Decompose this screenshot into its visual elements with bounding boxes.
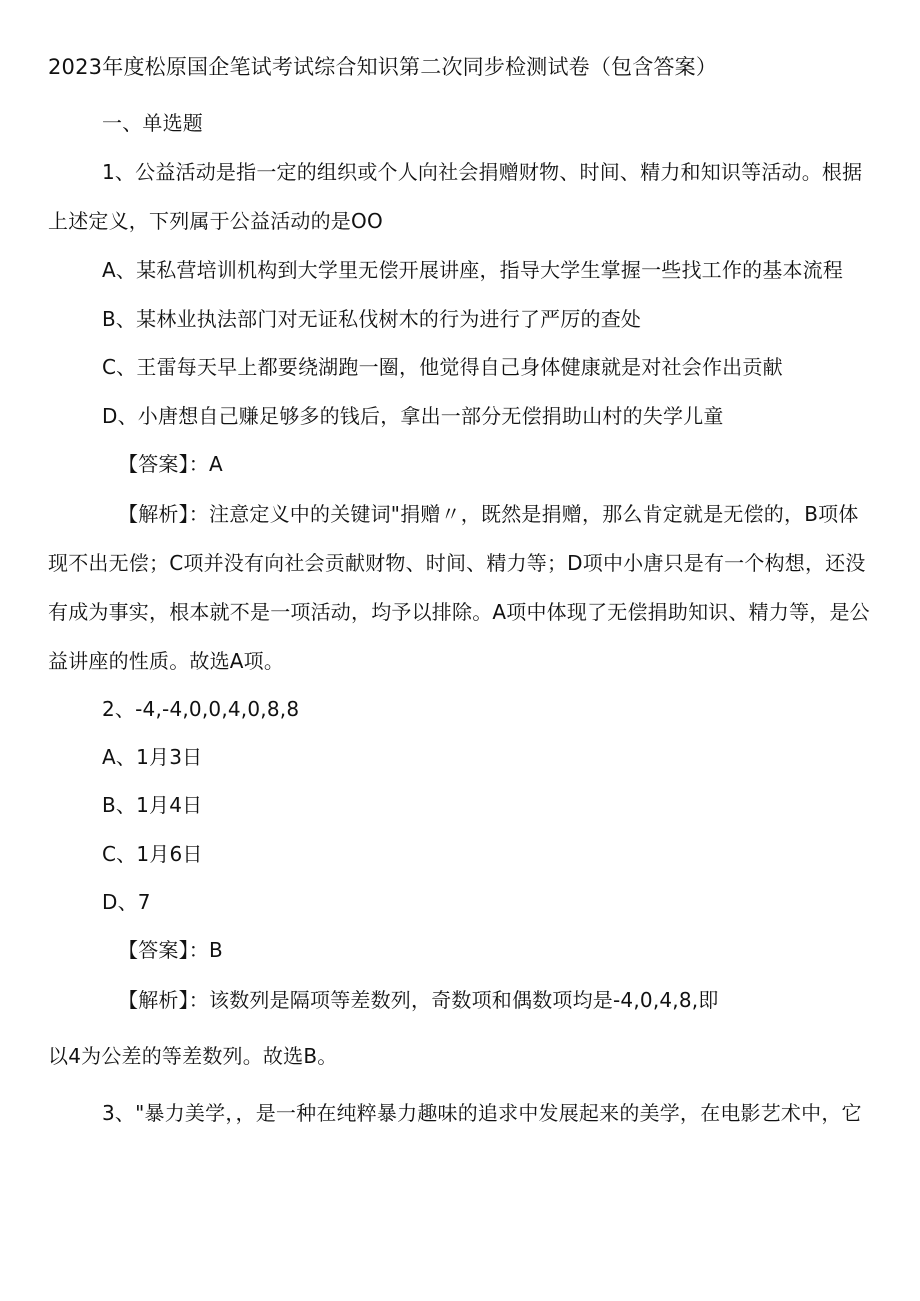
- q2-option-c: C、1月6日: [102, 842, 203, 866]
- q1-stem-line-1: 1、公益活动是指一定的组织或个人向社会捐赠财物、时间、精力和知识等活动。根据: [102, 160, 863, 184]
- q1-analysis-line-2: 现不出无偿；C项并没有向社会贡献财物、时间、精力等；D项中小唐只是有一个构想，还没: [48, 551, 866, 575]
- q1-analysis-line-3: 有成为事实，根本就不是一项活动，均予以排除。A项中体现了无偿捐助知识、精力等，是公: [48, 600, 870, 624]
- q1-option-c: C、王雷每天早上都要绕湖跑一圈，他觉得自己身体健康就是对社会作出贡献: [102, 355, 783, 379]
- q2-option-a: A、1月3日: [102, 745, 203, 769]
- q2-analysis-line-2: 以4为公差的等差数列。故选B。: [48, 1044, 338, 1068]
- q1-option-a: A、某私营培训机构到大学里无偿开展讲座，指导大学生掌握一些找工作的基本流程: [102, 258, 844, 282]
- q1-analysis-line-4: 益讲座的性质。故选A项。: [48, 649, 285, 673]
- q1-answer: 【答案】：A: [118, 452, 223, 476]
- q3-stem-line-1: 3、"暴力美学，，是一种在纯粹暴力趣味的追求中发展起来的美学，在电影艺术中，它: [102, 1101, 862, 1125]
- q2-option-d: D、7: [102, 890, 151, 914]
- q2-stem: 2、-4,-4,0,0,4,0,8,8: [102, 697, 300, 721]
- q2-analysis-line-1: 【解析】：该数列是隔项等差数列，奇数项和偶数项均是-4,0,4,8,即: [118, 988, 719, 1012]
- q1-stem-line-2: 上述定义，下列属于公益活动的是OO: [48, 209, 383, 233]
- q2-option-b: B、1月4日: [102, 793, 203, 817]
- q1-option-d: D、小唐想自己赚足够多的钱后，拿出一部分无偿捐助山村的失学儿童: [102, 404, 724, 428]
- q1-analysis-line-1: 【解析】：注意定义中的关键词"捐赠〃，既然是捐赠，那么肯定就是无偿的，B项体: [118, 502, 859, 526]
- document-title: 2023年度松原国企笔试考试综合知识第二次同步检测试卷（包含答案）: [48, 55, 718, 79]
- q2-answer: 【答案】：B: [118, 938, 223, 962]
- section-heading: 一、单选题: [102, 111, 203, 135]
- q1-option-b: B、某林业执法部门对无证私伐树木的行为进行了严厉的查处: [102, 307, 642, 331]
